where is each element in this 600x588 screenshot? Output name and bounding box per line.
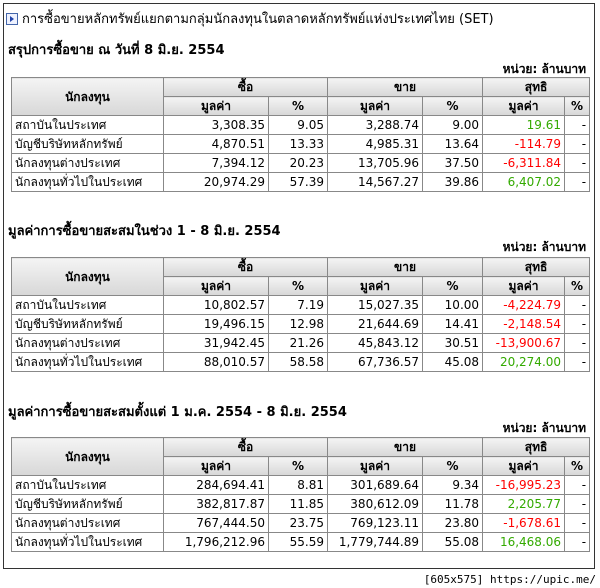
table-row (12, 296, 590, 315)
col-sell-value-header: มูลค่า (328, 97, 423, 116)
col-net-header: สุทธิ (483, 258, 590, 277)
net-value: 20,274.00 (483, 353, 565, 372)
col-buy-value-header: มูลค่า (164, 457, 269, 476)
net-pct: - (565, 476, 590, 495)
buy-pct: 58.58 (269, 353, 328, 372)
page-title: การซื้อขายหลักทรัพย์แยกตามกลุ่มนักลงทุนในตลาดหลักทรัพย์แห่งประเทศไทย (SET) (22, 12, 494, 27)
col-buy-header: ซื้อ (164, 438, 328, 457)
net-value: -2,148.54 (483, 315, 565, 334)
unit-label: หน่วย: ล้านบาท (502, 240, 586, 254)
col-buy-header: ซื้อ (164, 258, 328, 277)
table-row (12, 533, 590, 552)
table-daily (11, 77, 590, 192)
net-value: -13,900.67 (483, 334, 565, 353)
table-ytd (11, 437, 590, 552)
investor-name: สถาบันในประเทศ (12, 296, 164, 315)
net-pct: - (565, 495, 590, 514)
table-period (11, 257, 590, 372)
col-sell-header: ขาย (328, 78, 483, 97)
investor-name: นักลงทุนทั่วไปในประเทศ (12, 533, 164, 552)
buy-value: 4,870.51 (164, 135, 269, 154)
net-pct: - (565, 135, 590, 154)
table-row (12, 173, 590, 192)
col-sell-header: ขาย (328, 258, 483, 277)
arrow-bullet-icon (6, 13, 18, 25)
sell-value: 15,027.35 (328, 296, 423, 315)
net-pct: - (565, 514, 590, 533)
buy-pct: 12.98 (269, 315, 328, 334)
investor-name: บัญชีบริษัทหลักทรัพย์ (12, 135, 164, 154)
table-row (12, 334, 590, 353)
sell-pct: 23.80 (423, 514, 483, 533)
page-header (6, 8, 494, 27)
buy-pct: 7.19 (269, 296, 328, 315)
net-value: 2,205.77 (483, 495, 565, 514)
sell-value: 380,612.09 (328, 495, 423, 514)
section-title-daily: สรุปการซื้อขาย ณ วันที่ 8 มิ.ย. 2554 (8, 43, 225, 58)
net-value: -6,311.84 (483, 154, 565, 173)
sell-pct: 10.00 (423, 296, 483, 315)
col-net-value-header: มูลค่า (483, 457, 565, 476)
net-value: -16,995.23 (483, 476, 565, 495)
investor-name: นักลงทุนทั่วไปในประเทศ (12, 173, 164, 192)
col-net-header: สุทธิ (483, 78, 590, 97)
col-net-value-header: มูลค่า (483, 277, 565, 296)
buy-pct: 55.59 (269, 533, 328, 552)
net-value: -114.79 (483, 135, 565, 154)
col-sell-pct-header: % (423, 277, 483, 296)
buy-value: 284,694.41 (164, 476, 269, 495)
col-buy-pct-header: % (269, 457, 328, 476)
table-row (12, 154, 590, 173)
sell-pct: 11.78 (423, 495, 483, 514)
unit-label: หน่วย: ล้านบาท (502, 421, 586, 435)
sell-value: 301,689.64 (328, 476, 423, 495)
col-buy-pct-header: % (269, 97, 328, 116)
col-net-pct-header: % (565, 97, 590, 116)
investor-name: สถาบันในประเทศ (12, 116, 164, 135)
table-row (12, 353, 590, 372)
col-buy-value-header: มูลค่า (164, 277, 269, 296)
buy-value: 7,394.12 (164, 154, 269, 173)
sell-pct: 14.41 (423, 315, 483, 334)
table-row (12, 495, 590, 514)
table-row (12, 476, 590, 495)
col-sell-value-header: มูลค่า (328, 457, 423, 476)
image-host-watermark: [605x575] https://upic.me/ (423, 573, 596, 586)
net-value: -4,224.79 (483, 296, 565, 315)
col-sell-pct-header: % (423, 97, 483, 116)
net-pct: - (565, 296, 590, 315)
buy-pct: 8.81 (269, 476, 328, 495)
table-row (12, 514, 590, 533)
sell-pct: 37.50 (423, 154, 483, 173)
sell-value: 13,705.96 (328, 154, 423, 173)
net-pct: - (565, 116, 590, 135)
buy-value: 88,010.57 (164, 353, 269, 372)
net-value: -1,678.61 (483, 514, 565, 533)
buy-value: 3,308.35 (164, 116, 269, 135)
sell-pct: 39.86 (423, 173, 483, 192)
net-value: 16,468.06 (483, 533, 565, 552)
col-buy-pct-header: % (269, 277, 328, 296)
col-sell-pct-header: % (423, 457, 483, 476)
col-investor-header: นักลงทุน (12, 258, 164, 296)
net-value: 6,407.02 (483, 173, 565, 192)
investor-name: บัญชีบริษัทหลักทรัพย์ (12, 495, 164, 514)
investor-name: นักลงทุนต่างประเทศ (12, 514, 164, 533)
sell-value: 14,567.27 (328, 173, 423, 192)
col-sell-value-header: มูลค่า (328, 277, 423, 296)
col-net-pct-header: % (565, 277, 590, 296)
sell-pct: 9.34 (423, 476, 483, 495)
net-pct: - (565, 173, 590, 192)
section-title-period: มูลค่าการซื้อขายสะสมในช่วง 1 - 8 มิ.ย. 2554 (8, 224, 281, 239)
investor-name: บัญชีบริษัทหลักทรัพย์ (12, 315, 164, 334)
investor-name: นักลงทุนต่างประเทศ (12, 154, 164, 173)
buy-value: 20,974.29 (164, 173, 269, 192)
col-net-header: สุทธิ (483, 438, 590, 457)
buy-pct: 23.75 (269, 514, 328, 533)
sell-value: 45,843.12 (328, 334, 423, 353)
buy-value: 31,942.45 (164, 334, 269, 353)
sell-pct: 55.08 (423, 533, 483, 552)
col-net-pct-header: % (565, 457, 590, 476)
sell-value: 769,123.11 (328, 514, 423, 533)
sell-pct: 30.51 (423, 334, 483, 353)
investor-name: นักลงทุนทั่วไปในประเทศ (12, 353, 164, 372)
buy-value: 1,796,212.96 (164, 533, 269, 552)
col-net-value-header: มูลค่า (483, 97, 565, 116)
net-value: 19.61 (483, 116, 565, 135)
sell-pct: 45.08 (423, 353, 483, 372)
col-buy-value-header: มูลค่า (164, 97, 269, 116)
net-pct: - (565, 533, 590, 552)
buy-pct: 21.26 (269, 334, 328, 353)
col-investor-header: นักลงทุน (12, 438, 164, 476)
investor-name: สถาบันในประเทศ (12, 476, 164, 495)
col-buy-header: ซื้อ (164, 78, 328, 97)
buy-pct: 57.39 (269, 173, 328, 192)
table-row (12, 315, 590, 334)
sell-pct: 13.64 (423, 135, 483, 154)
net-pct: - (565, 315, 590, 334)
net-pct: - (565, 353, 590, 372)
buy-value: 10,802.57 (164, 296, 269, 315)
buy-pct: 13.33 (269, 135, 328, 154)
section-title-ytd: มูลค่าการซื้อขายสะสมตั้งแต่ 1 ม.ค. 2554 - 8 มิ.ย. 2554 (8, 405, 347, 420)
sell-value: 1,779,744.89 (328, 533, 423, 552)
sell-pct: 9.00 (423, 116, 483, 135)
unit-label: หน่วย: ล้านบาท (502, 62, 586, 76)
net-pct: - (565, 154, 590, 173)
col-sell-header: ขาย (328, 438, 483, 457)
buy-value: 382,817.87 (164, 495, 269, 514)
buy-pct: 11.85 (269, 495, 328, 514)
buy-pct: 20.23 (269, 154, 328, 173)
investor-name: นักลงทุนต่างประเทศ (12, 334, 164, 353)
sell-value: 67,736.57 (328, 353, 423, 372)
net-pct: - (565, 334, 590, 353)
sell-value: 3,288.74 (328, 116, 423, 135)
sell-value: 4,985.31 (328, 135, 423, 154)
buy-value: 19,496.15 (164, 315, 269, 334)
buy-pct: 9.05 (269, 116, 328, 135)
buy-value: 767,444.50 (164, 514, 269, 533)
table-row (12, 116, 590, 135)
table-row (12, 135, 590, 154)
col-investor-header: นักลงทุน (12, 78, 164, 116)
sell-value: 21,644.69 (328, 315, 423, 334)
